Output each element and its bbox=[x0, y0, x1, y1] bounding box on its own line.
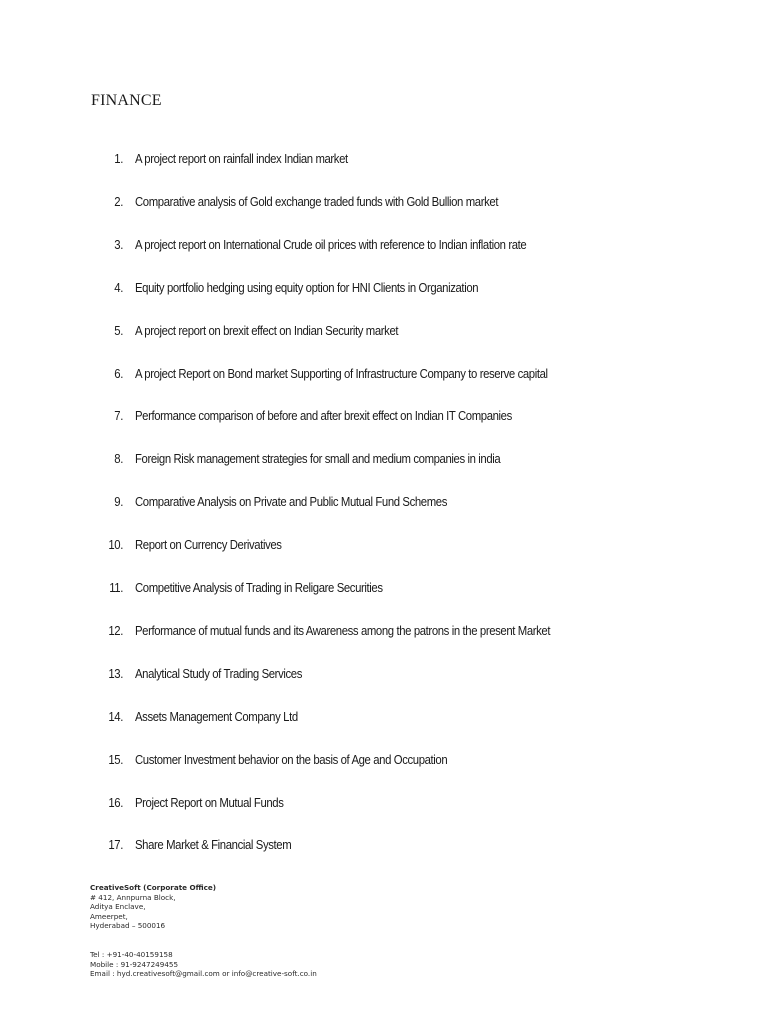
list-item-number: 10. bbox=[108, 537, 123, 553]
footer-address-line: Hyderabad – 500016 bbox=[90, 921, 166, 931]
list-item-number: 8. bbox=[114, 451, 123, 467]
footer-address-line: Ameerpet, bbox=[90, 911, 128, 921]
list-item-number: 2. bbox=[114, 193, 123, 209]
list-item-title: Competitive Analysis of Trading in Religare Securities bbox=[134, 580, 383, 595]
list-item-title: A project report on rainfall index Indian market bbox=[134, 151, 348, 166]
list-item-number: 12. bbox=[108, 622, 123, 638]
list-item-title: Foreign Risk management strategies for small and medium companies in india bbox=[134, 451, 501, 467]
list-item-number: 17. bbox=[108, 837, 123, 853]
list-item-number: 13. bbox=[108, 665, 123, 681]
list-item-title: A project report on brexit effect on Indian Security market bbox=[134, 322, 399, 338]
list-item-title: Performance comparison of before and after brexit effect on Indian IT Companies bbox=[134, 408, 512, 424]
footer-address-line: Aditya Enclave, bbox=[90, 902, 146, 912]
list-item-number: 6. bbox=[114, 365, 123, 381]
footer-address-line: # 412, Annpurna Block, bbox=[90, 892, 176, 902]
list-item-number: 16. bbox=[108, 794, 123, 810]
footer-email: Email : hyd.creativesoft@gmail.com or info@creative-soft.co.in bbox=[90, 969, 317, 979]
list-item-title: Analytical Study of Trading Services bbox=[134, 665, 302, 681]
section-heading: FINANCE bbox=[91, 92, 162, 109]
list-item-title: Performance of mutual funds and its Awareness among the patrons in the present Market bbox=[134, 622, 551, 638]
list-item-number: 1. bbox=[114, 151, 123, 166]
list-item-number: 5. bbox=[114, 322, 123, 338]
list-item-title: Comparative Analysis on Private and Public Mutual Fund Schemes bbox=[134, 494, 447, 510]
list-item-title: Report on Currency Derivatives bbox=[134, 537, 282, 553]
list-item-number: 15. bbox=[108, 751, 123, 767]
footer-address bbox=[90, 883, 216, 931]
footer-telephone: Tel : +91-40-40159158 bbox=[90, 950, 173, 959]
list-item-number: 3. bbox=[114, 236, 123, 252]
list-item-number: 7. bbox=[114, 408, 123, 424]
footer-company-name: CreativeSoft (Corporate Office) bbox=[90, 883, 217, 892]
list-item-title: Share Market & Financial System bbox=[134, 837, 292, 853]
list-item-number: 11. bbox=[109, 580, 123, 595]
list-item-number: 14. bbox=[108, 708, 123, 724]
list-item-title: Assets Management Company Ltd bbox=[134, 708, 298, 724]
list-item-title: Comparative analysis of Gold exchange traded funds with Gold Bullion market bbox=[134, 193, 499, 209]
list-item-number: 9. bbox=[114, 494, 123, 510]
footer-mobile: Mobile : 91-9247249455 bbox=[90, 959, 179, 969]
list-item-title: A project Report on Bond market Supporting of Infrastructure Company to reserve capital bbox=[134, 365, 548, 381]
list-item-title: Equity portfolio hedging using equity option for HNI Clients in Organization bbox=[134, 279, 479, 295]
list-item-title: Customer Investment behavior on the basis of Age and Occupation bbox=[134, 751, 448, 767]
list-item-number: 4. bbox=[114, 279, 123, 295]
list-item-title: A project report on International Crude oil prices with reference to Indian inflation rate bbox=[134, 236, 527, 252]
footer-contact bbox=[90, 950, 317, 979]
list-item-title: Project Report on Mutual Funds bbox=[134, 794, 284, 810]
